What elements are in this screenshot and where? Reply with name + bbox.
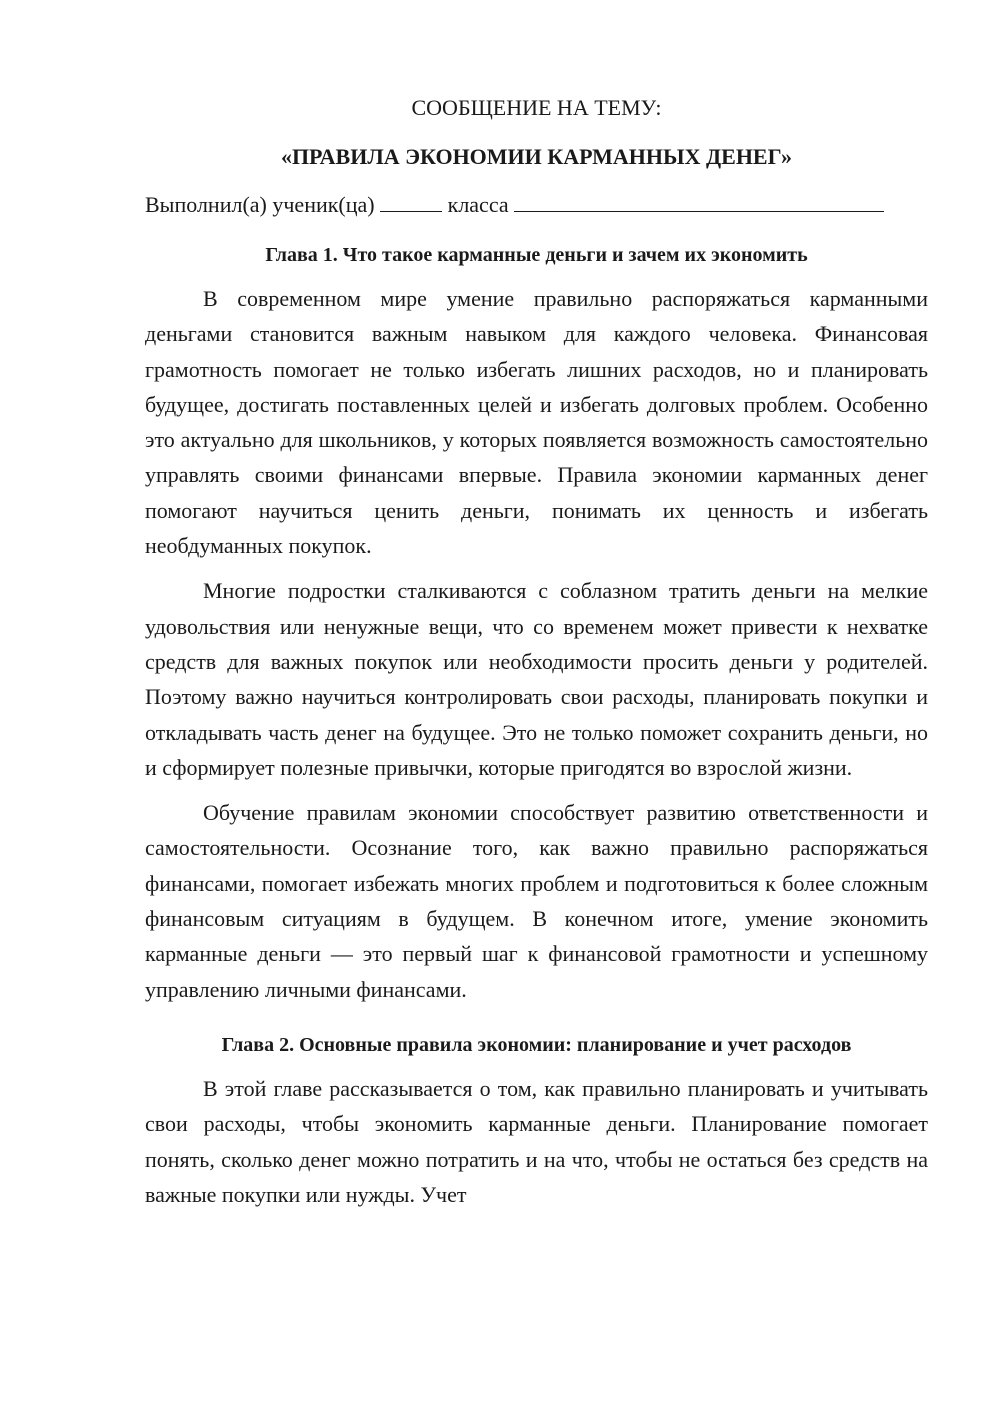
chapter2-heading: Глава 2. Основные правила экономии: планирование и учет расходов — [221, 1033, 852, 1056]
class-name-blank — [514, 191, 884, 212]
chapter1-paragraph-2: Многие подростки сталкиваются с соблазном тратить деньги на мелкие удовольствия или ненужные вещи, что со временем может привести к нехватке средств для важных покупок или необходимости просить деньги у родителей. Поэтому важно научиться контролировать свои расходы, планировать покупки и откладывать часть денег на будущее. Это не только поможет сохранить деньги, но и сформирует полезные привычки, которые пригодятся во взрослой жизни. — [145, 578, 928, 780]
document-page — [145, 92, 928, 1222]
class-number-blank — [380, 191, 442, 212]
class-label: класса — [447, 192, 509, 217]
document-title-line1: СООБЩЕНИЕ НА ТЕМУ: — [411, 95, 662, 120]
author-prefix: Выполнил(а) ученик(ца) — [145, 192, 375, 217]
chapter1-heading: Глава 1. Что такое карманные деньги и зачем их экономить — [265, 244, 808, 266]
author-line — [145, 189, 928, 221]
chapter1-paragraph-1: В современном мире умение правильно распоряжаться карманными деньгами становится важным навыком для каждого человека. Финансовая грамотность помогает не только избегать лишних расходов, но и планировать будущее, достигать поставленных целей и избегать долговых проблем. Особенно это актуально для школьников, у которых появляется возможность самостоятельно управлять своими финансами впервые. Правила экономии карманных денег помогают научиться ценить деньги, понимать их ценность и избегать необдуманных покупок. — [145, 286, 928, 559]
document-title: «ПРАВИЛА ЭКОНОМИИ КАРМАННЫХ ДЕНЕГ» — [280, 144, 793, 169]
chapter2-paragraph-1: В этой главе рассказывается о том, как правильно планировать и учитывать свои расходы, чтобы экономить карманные деньги. Планирование помогает понять, сколько денег можно потратить и на что, чтобы не остаться без средств на важные покупки или нужды. Учет — [145, 1075, 928, 1207]
chapter1-paragraph-3: Обучение правилам экономии способствует развитию ответственности и самостоятельности. Осознание того, как важно правильно распоряжаться финансами, помогает избежать многих проблем и подготовиться к более сложным финансовым ситуациям в будущем. В конечном итоге, умение экономить карманные деньги — это первый шаг к финансовой грамотности и успешному управлению личными финансами. — [145, 800, 928, 1002]
